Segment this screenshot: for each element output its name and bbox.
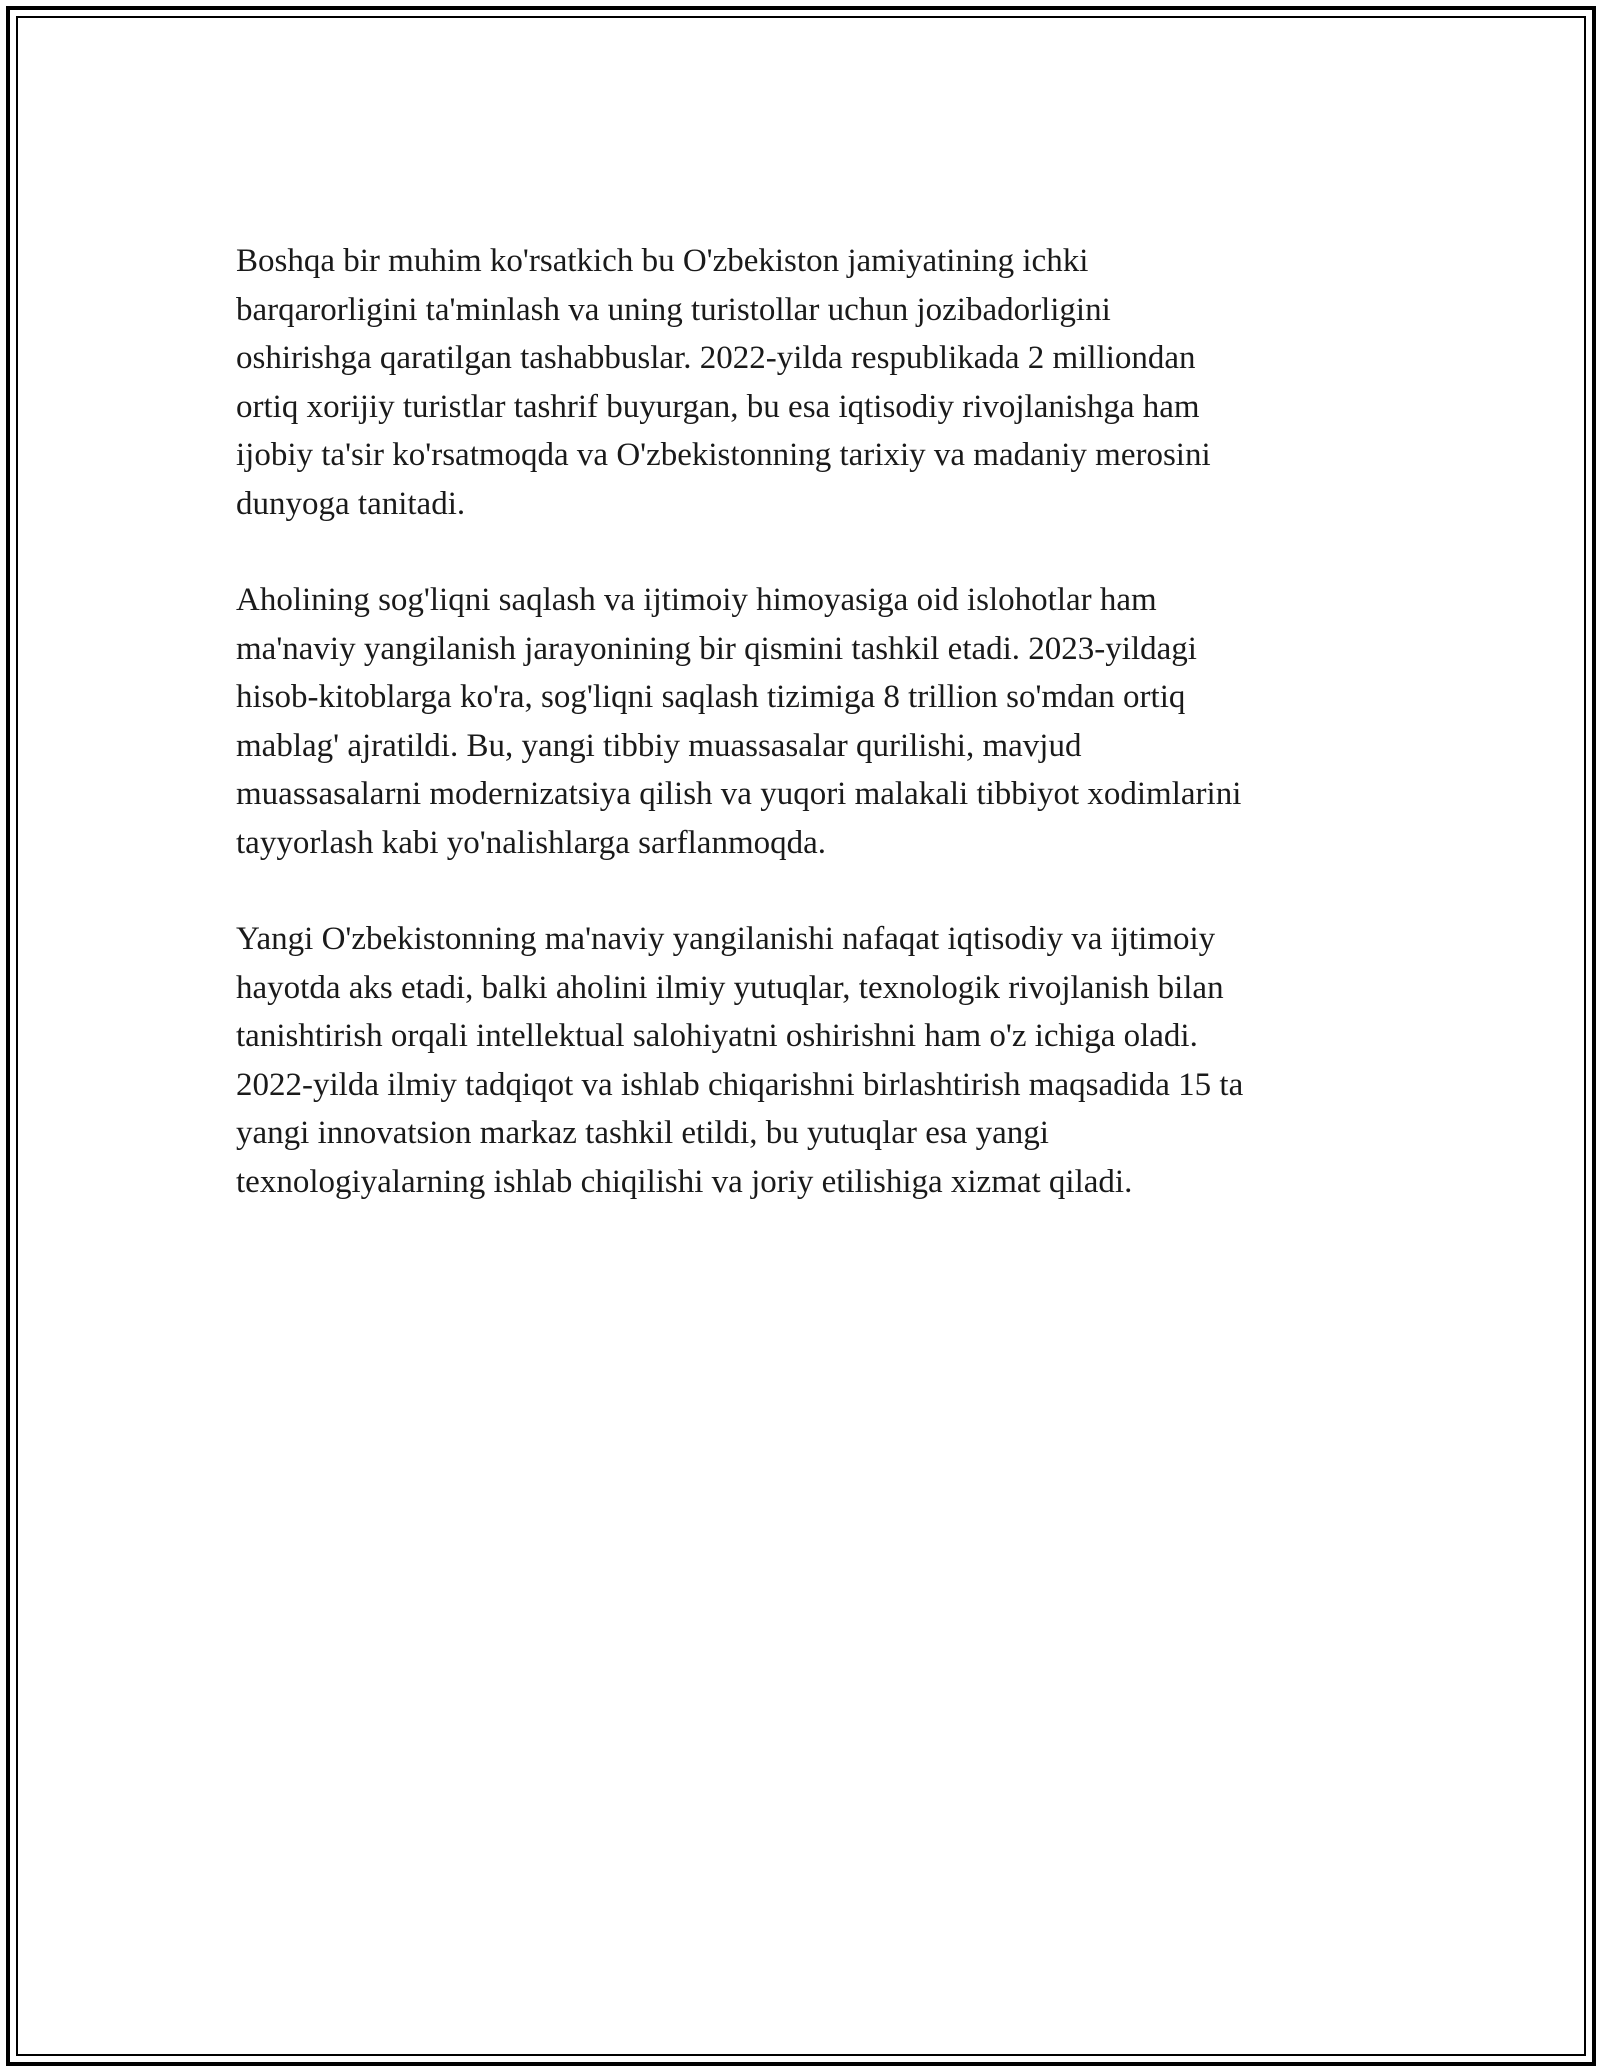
paragraph-innovation: Yangi O'zbekistonning ma'naviy yangilanishi nafaqat iqtisodiy va ijtimoiy hayotda aks etadi, balki aholini ilmiy yutuqlar, texnologik rivojlanish bilan tanishtirish orqali intellektual salohiyatni oshirishni ham o'z ichiga oladi. 2022-yilda ilmiy tadqiqot va ishlab chiqarishni birlashtirish maqsadida 15 ta yangi innovatsion markaz tashkil etildi, bu yutuqlar esa yangi texnologiyalarning ishlab chiqilishi va joriy etilishiga xizmat qiladi. bbox=[236, 921, 1244, 1200]
paragraph-tourism: Boshqa bir muhim ko'rsatkich bu O'zbekiston jamiyatining ichki barqarorligini ta'minlash va uning turistollar uchun jozibadorligini oshirishga qaratilgan tashabbuslar. 2022-yilda respublikada 2 milliondan ortiq xorijiy turistlar tashrif buyurgan, bu esa iqtisodiy rivojlanishga ham ijobiy ta'sir ko'rsatmoqda va O'zbekistonning tarixiy va madaniy merosini dunyoga tanitadi. bbox=[236, 243, 1211, 522]
document-body bbox=[236, 237, 1366, 1254]
paragraph-healthcare: Aholining sog'liqni saqlash va ijtimoiy himoyasiga oid islohotlar ham ma'naviy yangilanish jarayonining bir qismini tashkil etadi. 2023-yildagi hisob-kitoblarga ko'ra, sog'liqni saqlash tizimiga 8 trillion so'mdan ortiq mablag' ajratildi. Bu, yangi tibbiy muassasalar qurilishi, mavjud muassasalarni modernizatsiya qilish va yuqori malakali tibbiyot xodimlarini tayyorlash kabi yo'nalishlarga sarflanmoqda. bbox=[236, 582, 1242, 861]
